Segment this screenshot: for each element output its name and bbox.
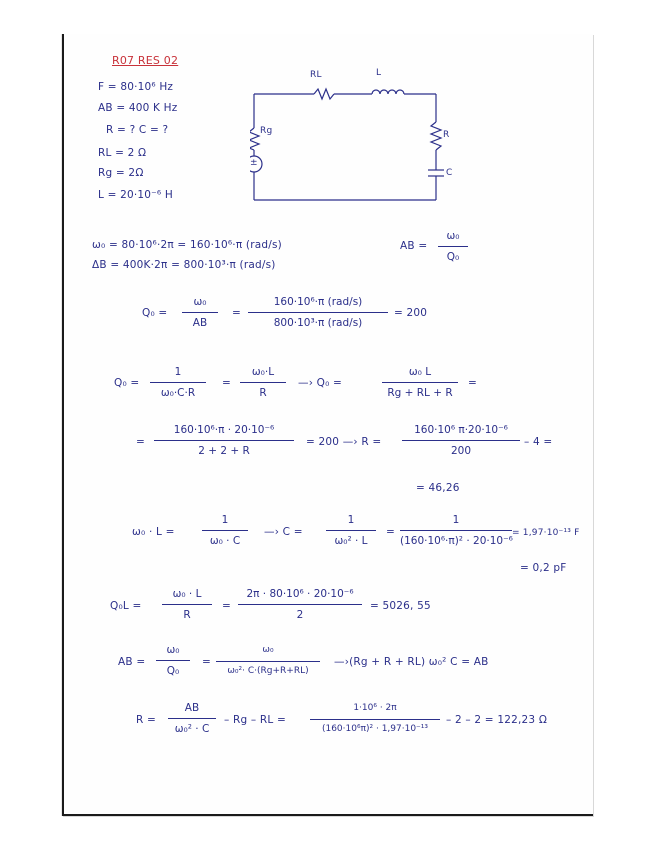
- rlc-circuit-diagram: [250, 70, 453, 206]
- fraction-numerator: 1: [347, 514, 355, 526]
- fraction-qol-1: [162, 588, 212, 628]
- fraction-qol-2: [238, 588, 362, 628]
- fraction-numerator: 2π · 80·10⁶ · 20·10⁻⁶: [246, 588, 354, 600]
- fraction-numerator: ω₀·L: [251, 366, 275, 378]
- fraction-denominator: 2 + 2 + R: [198, 445, 250, 457]
- eq-q03-mid: = 200 —› R =: [306, 436, 382, 448]
- given-rl: RL = 2 Ω: [98, 147, 147, 159]
- fraction-q03-1: [154, 424, 294, 464]
- circuit-label-rl: RL: [310, 70, 322, 80]
- resistor-rl: [314, 89, 334, 99]
- fraction-denominator: 2: [296, 609, 304, 621]
- fraction-bar: [216, 661, 320, 662]
- fraction-numerator: ω₀: [262, 645, 274, 655]
- eq-ab2-equals: =: [202, 656, 211, 668]
- fraction-numerator: 160·10⁶·π (rad/s): [273, 296, 363, 308]
- fraction-bar: [238, 604, 362, 605]
- fraction-bar: [156, 660, 190, 661]
- given-frequency: F = 80·10⁶ Hz: [98, 81, 174, 93]
- fraction-r2-2: [310, 703, 440, 743]
- c-value: = 0,2 pF: [520, 562, 567, 574]
- circuit-label-r: R: [443, 130, 450, 140]
- fraction-numerator: ω₀: [446, 230, 460, 242]
- fraction-c-3: [400, 514, 512, 554]
- fraction-numerator: 1: [452, 514, 460, 526]
- eq-q03-tail: – 4 =: [524, 436, 553, 448]
- fraction-denominator: R: [183, 609, 191, 621]
- fraction-numerator: ω₀ L: [408, 366, 432, 378]
- fraction-bar: [202, 530, 248, 531]
- page-title: R07 RES 02: [112, 54, 179, 67]
- fraction-bar: [248, 312, 388, 313]
- fraction-ab2-1: [156, 644, 190, 684]
- fraction-numerator: 160·10⁶ π·20·10⁻⁶: [414, 424, 508, 436]
- given-inductance: L = 20·10⁻⁶ H: [98, 189, 173, 201]
- eq-r2-mid: – Rg – RL =: [224, 714, 286, 726]
- eq-r2-tail: – 2 – 2 = 122,23 Ω: [446, 714, 548, 726]
- eq-qol-result: = 5026, 55: [370, 600, 431, 612]
- fraction-denominator: ω₀² · L: [334, 535, 368, 547]
- fraction-denominator: 200: [450, 445, 472, 457]
- fraction-bar: [438, 246, 468, 247]
- fraction-denominator: ω₀ · C: [209, 535, 241, 547]
- fraction-q03-2: [402, 424, 520, 464]
- circuit-label-l: L: [376, 68, 382, 78]
- eq-ab2-tail: —›(Rg + R + RL) ω₀² C = AB: [334, 656, 489, 668]
- fraction-denominator: Q₀: [446, 251, 460, 263]
- fraction-ab2-2: [216, 645, 320, 685]
- fraction-denominator: ω₀·C·R: [160, 387, 196, 399]
- eq-c-arrow: —› C =: [264, 526, 303, 538]
- given-rg: Rg = 2Ω: [98, 167, 144, 179]
- fraction-numerator: ω₀: [166, 644, 180, 656]
- fraction-bar: [326, 530, 376, 531]
- eq-delta-b: ΔB = 400K·2π = 800·10³·π (rad/s): [92, 259, 276, 271]
- notebook-page: [62, 34, 593, 816]
- fraction-denominator: (160·10⁶·π)² · 20·10⁻⁶: [400, 535, 513, 547]
- eq-c-tail: = 1,97·10⁻¹³ F: [512, 528, 580, 538]
- given-bandwidth: AB = 400 K Hz: [98, 102, 178, 114]
- eq-q02-equals: =: [222, 377, 231, 389]
- fraction-denominator: Q₀: [166, 665, 180, 677]
- fraction-q02-2: [240, 366, 286, 406]
- fraction-denominator: AB: [192, 317, 208, 329]
- fraction-c-1: [202, 514, 248, 554]
- fraction-bar: [150, 382, 206, 383]
- eq-q02-tail: =: [468, 377, 477, 389]
- eq-q0-result: = 200: [394, 307, 428, 319]
- fraction-ab-def: [438, 230, 468, 270]
- fraction-bar: [240, 382, 286, 383]
- fraction-denominator: ω₀²· C·(Rg+R+RL): [227, 666, 309, 676]
- fraction-numerator: 160·10⁶·π · 20·10⁻⁶: [173, 424, 275, 436]
- fraction-denominator: ω₀² · C: [174, 723, 210, 735]
- resistor-r: [431, 122, 441, 150]
- eq-q0-lhs: Q₀ =: [142, 307, 168, 319]
- eq-c-lhs: ω₀ · L =: [132, 526, 175, 538]
- fraction-numerator: 1: [221, 514, 229, 526]
- fraction-bar: [162, 604, 212, 605]
- inductor-l: [372, 90, 404, 94]
- fraction-numerator: AB: [184, 702, 200, 714]
- eq-omega0: ω₀ = 80·10⁶·2π = 160·10⁶·π (rad/s): [92, 239, 282, 251]
- fraction-bar: [400, 530, 512, 531]
- fraction-q0-2: [248, 296, 388, 336]
- given-unknowns: R = ? C = ?: [106, 124, 169, 136]
- fraction-q0-1: [182, 296, 218, 336]
- fraction-r2-1: [168, 702, 216, 742]
- r-value: = 46,26: [416, 482, 460, 494]
- fraction-numerator: ω₀: [193, 296, 207, 308]
- fraction-q02-3: [382, 366, 458, 406]
- circuit-label-rg: Rg: [260, 126, 273, 136]
- eq-qol-equals: =: [222, 600, 231, 612]
- fraction-bar: [168, 718, 216, 719]
- eq-c-equals: =: [386, 526, 395, 538]
- source-polarity-symbol: ±: [250, 158, 258, 168]
- fraction-bar: [402, 440, 520, 441]
- eq-r2-lhs: R =: [136, 714, 157, 726]
- fraction-c-2: [326, 514, 376, 554]
- fraction-q02-1: [150, 366, 206, 406]
- fraction-numerator: ω₀ · L: [172, 588, 202, 600]
- fraction-denominator: 800·10³·π (rad/s): [273, 317, 363, 329]
- eq-q02-lhs: Q₀ =: [114, 377, 140, 389]
- eq-q0-equals: =: [232, 307, 241, 319]
- circuit-label-c: C: [446, 168, 453, 178]
- eq-q02-arrow: —› Q₀ =: [298, 377, 343, 389]
- fraction-bar: [154, 440, 294, 441]
- fraction-bar: [310, 719, 440, 720]
- fraction-numerator: 1·10⁶ · 2π: [353, 703, 397, 713]
- fraction-denominator: R: [259, 387, 267, 399]
- eq-ab2-lhs: AB =: [118, 656, 146, 668]
- resistor-rg: [250, 128, 259, 150]
- fraction-bar: [382, 382, 458, 383]
- fraction-denominator: (160·10⁶π)² · 1,97·10⁻¹³: [321, 724, 429, 734]
- eq-q03-lhs: =: [136, 436, 145, 448]
- fraction-bar: [182, 312, 218, 313]
- eq-ab-def-lhs: AB =: [400, 240, 428, 252]
- eq-qol-lhs: Q₀L =: [110, 600, 142, 612]
- fraction-numerator: 1: [174, 366, 182, 378]
- fraction-denominator: Rg + RL + R: [387, 387, 453, 399]
